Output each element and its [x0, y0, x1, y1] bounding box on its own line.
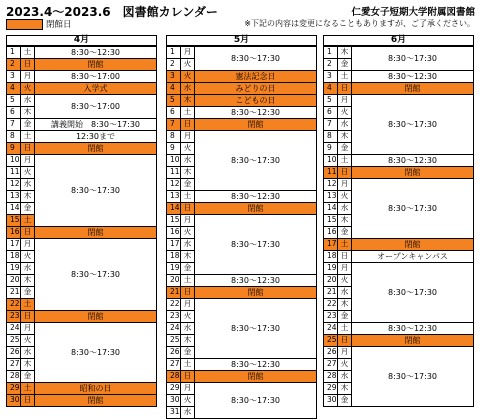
day-of-week: 火: [180, 394, 195, 407]
day-of-week: 日: [180, 286, 195, 299]
day-number: 10: [323, 154, 338, 167]
closed-note: 昭和の日: [34, 382, 157, 395]
day-of-week: 木: [180, 334, 195, 347]
closed-note: 憲法記念日: [194, 70, 317, 83]
closed-note: 閉館: [194, 286, 317, 299]
day-number: 19: [166, 262, 181, 275]
day-of-week: 金: [20, 202, 35, 215]
hours-note: 8:30～12:30: [351, 70, 474, 83]
day-of-week: 金: [337, 394, 352, 407]
day-of-week: 金: [180, 346, 195, 359]
day-of-week: 木: [337, 298, 352, 311]
hours-note: 8:30～17:30: [351, 94, 474, 155]
day-number: 1: [166, 46, 181, 59]
closed-note: 閉館: [194, 370, 317, 383]
day-number: 20: [6, 274, 21, 287]
day-number: 12: [6, 178, 21, 191]
day-of-week: 火: [180, 58, 195, 71]
day-number: 5: [6, 94, 21, 107]
closed-note: 閉館: [351, 238, 474, 251]
day-number: 14: [166, 202, 181, 215]
day-of-week: 月: [180, 382, 195, 395]
day-of-week: 金: [180, 178, 195, 191]
day-of-week: 水: [337, 118, 352, 131]
day-of-week: 火: [337, 190, 352, 203]
day-of-week: 火: [20, 82, 35, 95]
day-number: 6: [323, 106, 338, 119]
day-number: 7: [166, 118, 181, 131]
day-of-week: 金: [180, 262, 195, 275]
day-number: 4: [166, 82, 181, 95]
closed-note: 閉館: [34, 226, 157, 239]
day-number: 21: [166, 286, 181, 299]
hours-note: 8:30～17:30: [194, 46, 317, 71]
day-number: 26: [323, 346, 338, 359]
day-number: 27: [6, 358, 21, 371]
day-number: 13: [323, 190, 338, 203]
hours-note: 8:30～12:30: [194, 274, 317, 287]
closed-note: こどもの日: [194, 94, 317, 107]
day-number: 2: [166, 58, 181, 71]
day-number: 21: [6, 286, 21, 299]
day-number: 10: [6, 154, 21, 167]
day-number: 21: [323, 286, 338, 299]
hours-note: 8:30～17:30: [34, 238, 157, 311]
day-of-week: 月: [337, 178, 352, 191]
day-number: 5: [166, 94, 181, 107]
day-of-week: 木: [337, 382, 352, 395]
day-number: 30: [6, 394, 21, 407]
day-of-week: 日: [337, 334, 352, 347]
day-number: 29: [6, 382, 21, 395]
day-number: 17: [6, 238, 21, 251]
day-of-week: 土: [180, 106, 195, 119]
day-of-week: 月: [20, 154, 35, 167]
calendar-header: [0, 0, 480, 38]
day-number: 20: [166, 274, 181, 287]
day-number: 2: [323, 58, 338, 71]
day-of-week: 木: [20, 106, 35, 119]
closed-note: 閉館: [351, 334, 474, 347]
day-of-week: 火: [337, 106, 352, 119]
day-number: 23: [323, 310, 338, 323]
closed-note: 閉館: [351, 82, 474, 95]
day-of-week: 木: [337, 130, 352, 143]
day-of-week: 金: [20, 370, 35, 383]
day-of-week: 木: [337, 46, 352, 59]
day-number: 22: [6, 298, 21, 311]
day-number: 23: [6, 310, 21, 323]
hours-note: 8:30～12:30: [351, 154, 474, 167]
day-of-week: 木: [337, 214, 352, 227]
hours-note: 8:30～17:30: [34, 322, 157, 383]
day-of-week: 土: [337, 322, 352, 335]
day-number: 15: [166, 214, 181, 227]
day-of-week: 日: [180, 202, 195, 215]
day-number: 28: [323, 370, 338, 383]
day-number: 6: [166, 106, 181, 119]
day-of-week: 月: [337, 346, 352, 359]
day-of-week: 金: [20, 286, 35, 299]
day-of-week: 火: [180, 226, 195, 239]
day-of-week: 水: [337, 286, 352, 299]
hours-note: 8:30～12:30: [351, 322, 474, 335]
day-number: 8: [6, 130, 21, 143]
day-of-week: 土: [20, 214, 35, 227]
day-of-week: 月: [337, 94, 352, 107]
day-number: 25: [166, 334, 181, 347]
day-of-week: 水: [337, 370, 352, 383]
day-of-week: 土: [20, 298, 35, 311]
day-number: 4: [323, 82, 338, 95]
day-number: 18: [6, 250, 21, 263]
day-number: 28: [6, 370, 21, 383]
hours-note: 8:30～17:30: [194, 130, 317, 191]
day-number: 9: [6, 142, 21, 155]
day-of-week: 木: [180, 250, 195, 263]
day-number: 15: [6, 214, 21, 227]
day-of-week: 土: [180, 190, 195, 203]
day-number: 18: [166, 250, 181, 263]
day-number: 7: [323, 118, 338, 131]
change-notice: ※下記の内容は変更になることもありますが、ご了承ください。: [244, 19, 475, 28]
day-number: 13: [166, 190, 181, 203]
day-number: 14: [323, 202, 338, 215]
day-of-week: 木: [20, 358, 35, 371]
day-number: 11: [166, 166, 181, 179]
day-of-week: 水: [20, 346, 35, 359]
day-number: 15: [323, 214, 338, 227]
day-number: 31: [166, 406, 181, 419]
day-of-week: 月: [20, 70, 35, 83]
day-number: 22: [323, 298, 338, 311]
day-number: 2: [6, 58, 21, 71]
hours-note: 8:30～17:30: [34, 154, 157, 227]
month-header: 5月: [166, 35, 317, 46]
day-number: 3: [166, 70, 181, 83]
closed-note: 閉館: [351, 166, 474, 179]
day-of-week: 水: [20, 262, 35, 275]
hours-note: 8:30～17:30: [194, 298, 317, 359]
hours-note: 8:30～12:30: [194, 106, 317, 119]
day-of-week: 日: [20, 226, 35, 239]
hours-note: オープンキャンパス: [351, 250, 474, 263]
day-number: 25: [6, 334, 21, 347]
day-of-week: 火: [180, 142, 195, 155]
day-number: 16: [323, 226, 338, 239]
day-number: 22: [166, 298, 181, 311]
day-number: 27: [166, 358, 181, 371]
day-number: 30: [166, 394, 181, 407]
day-of-week: 月: [180, 298, 195, 311]
day-number: 12: [166, 178, 181, 191]
day-of-week: 日: [20, 394, 35, 407]
day-of-week: 日: [180, 118, 195, 131]
day-of-week: 金: [337, 58, 352, 71]
day-of-week: 火: [20, 334, 35, 347]
hours-note: 8:30～17:30: [194, 382, 317, 419]
day-number: 24: [323, 322, 338, 335]
closed-note: 閉館: [34, 394, 157, 407]
day-of-week: 土: [337, 238, 352, 251]
day-number: 11: [323, 166, 338, 179]
day-number: 30: [323, 394, 338, 407]
day-of-week: 水: [180, 154, 195, 167]
day-number: 17: [323, 238, 338, 251]
day-of-week: 月: [180, 46, 195, 59]
day-of-week: 土: [20, 382, 35, 395]
closed-note: 閉館: [34, 142, 157, 155]
day-number: 28: [166, 370, 181, 383]
day-of-week: 水: [180, 238, 195, 251]
closed-note: 閉館: [194, 118, 317, 131]
day-number: 11: [6, 166, 21, 179]
day-number: 24: [6, 322, 21, 335]
day-of-week: 土: [180, 358, 195, 371]
day-of-week: 土: [20, 46, 35, 59]
day-number: 16: [6, 226, 21, 239]
day-number: 6: [6, 106, 21, 119]
day-of-week: 火: [337, 274, 352, 287]
day-of-week: 水: [180, 406, 195, 419]
day-of-week: 火: [337, 358, 352, 371]
hours-note: 8:30～17:30: [351, 46, 474, 71]
day-of-week: 月: [180, 214, 195, 227]
hours-note: 8:30～12:30: [194, 190, 317, 203]
day-of-week: 金: [337, 226, 352, 239]
day-number: 4: [6, 82, 21, 95]
day-number: 3: [323, 70, 338, 83]
day-of-week: 水: [20, 94, 35, 107]
day-of-week: 水: [180, 82, 195, 95]
day-number: 27: [323, 358, 338, 371]
day-of-week: 金: [337, 310, 352, 323]
day-number: 1: [6, 46, 21, 59]
month-header: 4月: [6, 35, 157, 46]
day-of-week: 土: [337, 70, 352, 83]
day-of-week: 水: [337, 202, 352, 215]
day-number: 1: [323, 46, 338, 59]
day-of-week: 月: [20, 238, 35, 251]
day-of-week: 月: [20, 322, 35, 335]
day-of-week: 火: [180, 310, 195, 323]
day-number: 12: [323, 178, 338, 191]
day-of-week: 木: [180, 94, 195, 107]
day-of-week: 月: [180, 130, 195, 143]
day-of-week: 日: [20, 310, 35, 323]
day-number: 19: [323, 262, 338, 275]
day-of-week: 土: [20, 130, 35, 143]
day-number: 26: [166, 346, 181, 359]
day-of-week: 水: [20, 178, 35, 191]
day-number: 8: [323, 130, 338, 143]
day-number: 5: [323, 94, 338, 107]
hours-note: 8:30～17:00: [34, 70, 157, 83]
day-of-week: 月: [337, 262, 352, 275]
hours-note: 8:30～17:30: [351, 346, 474, 407]
day-number: 14: [6, 202, 21, 215]
day-of-week: 木: [20, 274, 35, 287]
day-number: 17: [166, 238, 181, 251]
day-number: 9: [323, 142, 338, 155]
day-of-week: 火: [20, 166, 35, 179]
closed-legend-label: 閉館日: [46, 20, 72, 30]
day-number: 7: [6, 118, 21, 131]
day-of-week: 金: [337, 142, 352, 155]
day-of-week: 火: [180, 70, 195, 83]
closed-note: 閉館: [34, 310, 157, 323]
day-number: 18: [323, 250, 338, 263]
month-header: 6月: [323, 35, 474, 46]
day-of-week: 日: [20, 58, 35, 71]
day-of-week: 土: [337, 154, 352, 167]
day-of-week: 日: [337, 250, 352, 263]
day-number: 10: [166, 154, 181, 167]
day-number: 24: [166, 322, 181, 335]
day-of-week: 日: [180, 370, 195, 383]
day-number: 20: [323, 274, 338, 287]
day-number: 3: [6, 70, 21, 83]
day-number: 25: [323, 334, 338, 347]
closed-note: みどりの日: [194, 82, 317, 95]
day-of-week: 木: [20, 190, 35, 203]
page-title: 2023.4～2023.6 図書館カレンダー: [6, 5, 218, 19]
hours-note: 8:30～12:30: [194, 358, 317, 371]
day-number: 9: [166, 142, 181, 155]
hours-note: 講義開始 8:30～17:30: [34, 118, 157, 131]
library-name: 仁愛女子短期大学附属図書館: [351, 7, 475, 18]
day-number: 8: [166, 130, 181, 143]
closed-note: 閉館: [34, 58, 157, 71]
hours-note: 8:30～12:30: [34, 46, 157, 59]
day-of-week: 木: [180, 166, 195, 179]
day-of-week: 火: [20, 250, 35, 263]
day-number: 13: [6, 190, 21, 203]
day-of-week: 水: [180, 322, 195, 335]
hours-note: 12:30まで: [34, 130, 157, 143]
closed-note: 閉館: [194, 202, 317, 215]
closed-legend-swatch: [6, 19, 43, 30]
hours-note: 8:30～17:30: [351, 178, 474, 239]
closed-note: 入学式: [34, 82, 157, 95]
day-number: 26: [6, 346, 21, 359]
hours-note: 8:30～17:00: [34, 94, 157, 119]
day-number: 29: [166, 382, 181, 395]
day-of-week: 土: [180, 274, 195, 287]
day-number: 23: [166, 310, 181, 323]
hours-note: 8:30～17:30: [351, 262, 474, 323]
day-number: 29: [323, 382, 338, 395]
day-number: 19: [6, 262, 21, 275]
hours-note: 8:30～17:30: [194, 214, 317, 275]
day-number: 16: [166, 226, 181, 239]
day-of-week: 金: [20, 118, 35, 131]
day-of-week: 日: [337, 166, 352, 179]
day-of-week: 日: [337, 82, 352, 95]
day-of-week: 日: [20, 142, 35, 155]
